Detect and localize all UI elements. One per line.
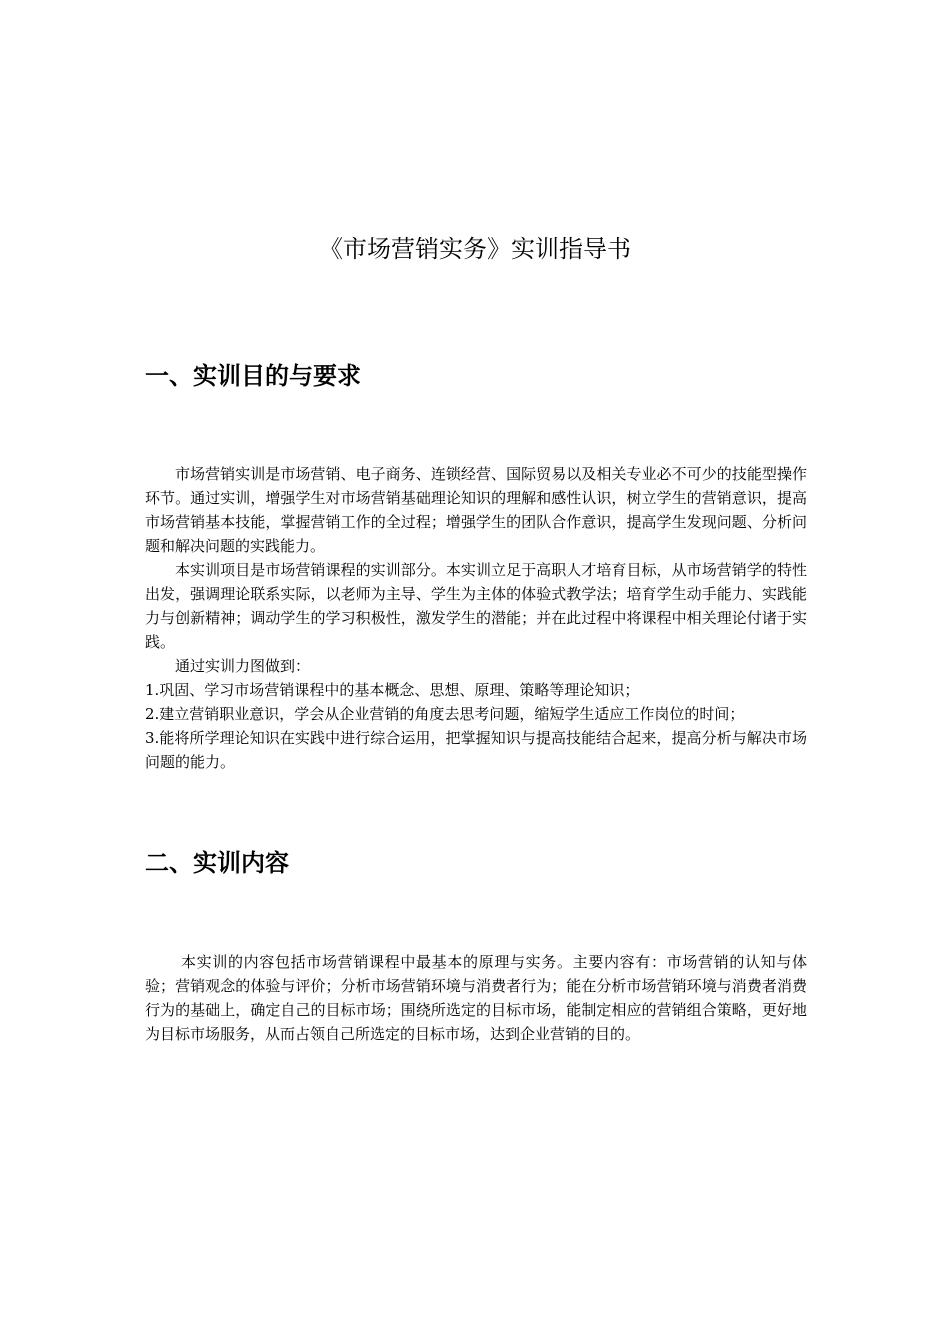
paragraph: 本实训项目是市场营销课程的实训部分。本实训立足于高职人才培育目标，从市场营销学的特性出发，强调理论联系实际，以老师为主导、学生为主体的体验式教学法；培育学生动手能力、实践能力与创新精神；调动学生的学习积极性，激发学生的潜能；并在此过程中将课程中相关理论付诸于实践。 — [145, 561, 807, 651]
paragraph: 本实训的内容包括市场营销课程中最基本的原理与实务。主要内容有：市场营销的认知与体验；营销观念的体验与评价；分析市场营销环境与消费者行为；能在分析市场营销环境与消费者消费行为的基础上，确定自己的目标市场；围绕所选定的目标市场，能制定相应的营销组合策略，更好地为目标市场服务，从而占领自己所选定的目标市场，达到企业营销的目的。 — [145, 953, 807, 1043]
section-body-objectives — [145, 462, 807, 774]
document-title: 《市场营销实务》实训指导书 — [319, 235, 631, 263]
paragraph: 市场营销实训是市场营销、电子商务、连锁经营、国际贸易以及相关专业必不可少的技能型操作环节。通过实训，增强学生对市场营销基础理论知识的理解和感性认识，树立学生的营销意识，提高市场营销基本技能，掌握营销工作的全过程；增强学生的团队合作意识，提高学生发现问题、分析问题和解决问题的实践能力。 — [145, 465, 807, 555]
list-item: 2.建立营销职业意识，学会从企业营销的角度去思考问题，缩短学生适应工作岗位的时间； — [145, 705, 745, 723]
list-item: 3.能将所学理论知识在实践中进行综合运用，把掌握知识与提高技能结合起来，提高分析与解决市场问题的能力。 — [145, 729, 807, 771]
section-heading-content: 二、实训内容 — [145, 849, 289, 877]
list-item: 1.巩固、学习市场营销课程中的基本概念、思想、原理、策略等理论知识； — [145, 681, 640, 699]
paragraph: 通过实训力图做到： — [175, 657, 311, 675]
section-heading-objectives: 一、实训目的与要求 — [145, 362, 361, 390]
section-body-content — [145, 950, 807, 1046]
